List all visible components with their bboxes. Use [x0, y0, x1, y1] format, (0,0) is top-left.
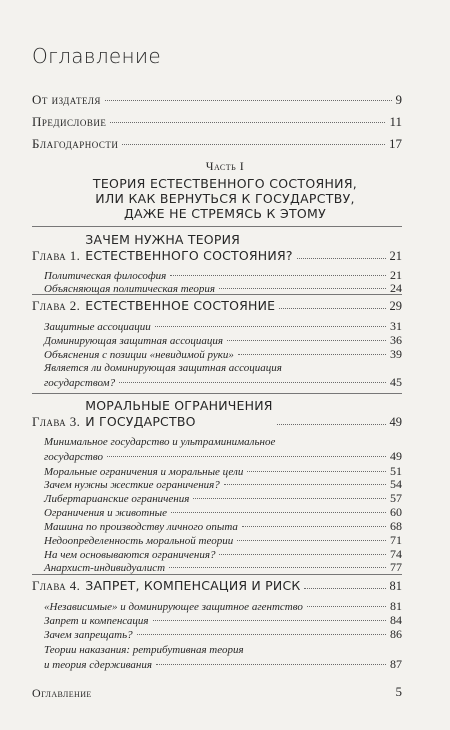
chapter-title-line: МОРАЛЬНЫЕ ОГРАНИЧЕНИЯ — [85, 398, 273, 413]
toc-section[interactable] — [44, 347, 402, 362]
dot-leader — [297, 258, 386, 259]
chapter-divider — [32, 574, 402, 575]
chapter-title-line: ЕСТЕСТВЕННОЕ СОСТОЯНИЕ — [85, 298, 276, 313]
toc-entry-publisher[interactable] — [32, 92, 402, 108]
chapter-label: Глава 1. — [32, 248, 81, 263]
dot-leader — [279, 308, 385, 309]
chapter-page: 81 — [389, 579, 402, 593]
page-number: 5 — [395, 684, 402, 699]
chapter-title-line: ЗАПРЕТ, КОМПЕНСАЦИЯ И РИСК — [85, 578, 301, 593]
section-title: Запрет и компенсация — [44, 615, 149, 627]
section-page: 81 — [390, 599, 402, 613]
toc-entry-preface[interactable] — [32, 114, 402, 130]
section-page: 31 — [390, 319, 402, 333]
dot-leader — [242, 526, 386, 527]
entry-page: 11 — [389, 114, 402, 129]
part-title-line: ДАЖЕ НЕ СТРЕМЯСЬ К ЭТОМУ — [123, 206, 327, 221]
part-title-line: ТЕОРИЯ ЕСТЕСТВЕННОГО СОСТОЯНИЯ, — [92, 176, 358, 191]
entry-page: 9 — [395, 92, 402, 107]
dot-leader — [155, 326, 386, 327]
part-title — [40, 176, 410, 221]
dot-leader — [107, 456, 386, 457]
dot-leader — [169, 567, 386, 568]
toc-entry-acknowledgements[interactable] — [32, 136, 402, 152]
dot-leader — [193, 498, 386, 499]
running-footer: Оглавление — [32, 686, 92, 700]
section-page: 84 — [390, 613, 402, 627]
section-page: 51 — [390, 464, 402, 478]
toc-section[interactable] — [44, 643, 402, 672]
section-page: 36 — [390, 333, 402, 347]
chapter-page: 21 — [389, 249, 402, 263]
section-page: 24 — [390, 281, 402, 295]
section-title: Зачем запрещать? — [44, 629, 133, 641]
dot-leader — [153, 620, 386, 621]
section-page: 54 — [390, 477, 402, 491]
section-title-cont: государство — [44, 451, 103, 463]
chapter-title — [85, 398, 272, 430]
section-title-cont: и теория сдерживания — [44, 659, 152, 671]
dot-leader — [227, 340, 386, 341]
dot-leader — [219, 288, 386, 289]
section-title: Является ли доминирующая защитная ассоциация — [44, 362, 282, 374]
chapter-title-line: ЗАЧЕМ НУЖНА ТЕОРИЯ — [85, 232, 241, 247]
toc-section[interactable] — [44, 361, 402, 390]
dot-leader — [304, 588, 385, 589]
section-title: Анархист-индивидуалист — [44, 562, 166, 574]
section-title: Машина по производству личного опыта — [44, 521, 238, 533]
dot-leader — [156, 664, 386, 665]
toc-section[interactable] — [44, 533, 402, 548]
chapter-title — [85, 232, 292, 264]
chapter-3[interactable] — [32, 398, 402, 430]
section-page: 49 — [390, 449, 402, 463]
dot-leader — [170, 275, 386, 276]
dot-leader — [237, 540, 386, 541]
part-title-line: ИЛИ КАК ВЕРНУТЬСЯ К ГОСУДАРСТВУ, — [95, 191, 355, 206]
section-title: Зачем нужны жесткие ограничения? — [44, 479, 220, 491]
section-page: 21 — [390, 268, 402, 282]
dot-leader — [238, 354, 386, 355]
dot-leader — [122, 144, 385, 145]
chapter-divider — [32, 294, 402, 295]
toc-section[interactable] — [44, 435, 402, 464]
section-title: Минимальное государство и ультраминимальное — [44, 436, 276, 448]
toc-section[interactable] — [44, 477, 402, 492]
section-page: 60 — [390, 505, 402, 519]
section-title: Доминирующая защитная ассоциация — [44, 335, 223, 347]
section-title: Недоопределенность моральной теории — [44, 535, 234, 547]
section-title: На чем основываются ограничения? — [44, 549, 216, 561]
section-page: 57 — [390, 491, 402, 505]
entry-label: Благодарности — [32, 136, 119, 151]
section-title: Ограничения и животные — [44, 507, 167, 519]
dot-leader — [219, 554, 386, 555]
dot-leader — [110, 122, 385, 123]
entry-label: Предисловие — [32, 114, 107, 129]
dot-leader — [137, 634, 386, 635]
section-title: Объясняющая политическая теория — [44, 283, 216, 295]
section-page: 77 — [390, 560, 402, 574]
page-title: Оглавление — [32, 44, 161, 68]
chapter-page: 29 — [389, 299, 402, 313]
chapter-divider — [32, 226, 402, 227]
chapter-title — [85, 578, 300, 594]
section-title: Объяснения с позиции «невидимой руки» — [44, 349, 234, 361]
section-page: 87 — [390, 657, 402, 671]
chapter-title-line: И ГОСУДАРСТВО — [85, 414, 196, 429]
chapter-divider — [32, 393, 402, 394]
section-page: 45 — [390, 375, 402, 389]
dot-leader — [224, 484, 386, 485]
dot-leader — [105, 100, 392, 101]
dot-leader — [307, 606, 386, 607]
toc-section[interactable] — [44, 505, 402, 520]
toc-section[interactable] — [44, 627, 402, 642]
dot-leader — [119, 382, 386, 383]
chapter-page: 49 — [389, 415, 402, 429]
dot-leader — [277, 424, 386, 425]
chapter-2[interactable] — [32, 298, 402, 314]
entry-label: От издателя — [32, 92, 101, 107]
section-title-cont: государством? — [44, 377, 116, 389]
toc-section[interactable] — [44, 613, 402, 628]
section-page: 71 — [390, 533, 402, 547]
entry-page: 17 — [389, 136, 402, 151]
section-title: Либертарианские ограничения — [44, 493, 190, 505]
chapter-4[interactable] — [32, 578, 402, 594]
section-page: 86 — [390, 627, 402, 641]
part-label: Часть I — [205, 159, 245, 173]
toc-section[interactable] — [44, 333, 402, 348]
section-title: «Независимые» и доминирующее защитное агентство — [44, 601, 303, 613]
section-page: 74 — [390, 547, 402, 561]
chapter-title-line: ЕСТЕСТВЕННОГО СОСТОЯНИЯ? — [85, 248, 293, 263]
section-page: 68 — [390, 519, 402, 533]
dot-leader — [171, 512, 386, 513]
dot-leader — [247, 471, 386, 472]
chapter-label: Глава 2. — [32, 298, 81, 313]
toc-section[interactable] — [44, 599, 402, 614]
toc-section[interactable] — [44, 319, 402, 334]
chapter-1[interactable] — [32, 232, 402, 264]
section-title: Защитные ассоциации — [44, 321, 151, 333]
toc-section[interactable] — [44, 519, 402, 534]
toc-section[interactable] — [44, 491, 402, 506]
section-title: Теории наказания: ретрибутивная теория — [44, 644, 244, 656]
toc-section[interactable] — [44, 560, 402, 575]
chapter-title — [85, 298, 275, 314]
section-title: Политическая философия — [44, 270, 167, 282]
section-title: Моральные ограничения и моральные цели — [44, 466, 244, 478]
chapter-label: Глава 3. — [32, 414, 81, 429]
chapter-label: Глава 4. — [32, 578, 81, 593]
section-page: 39 — [390, 347, 402, 361]
